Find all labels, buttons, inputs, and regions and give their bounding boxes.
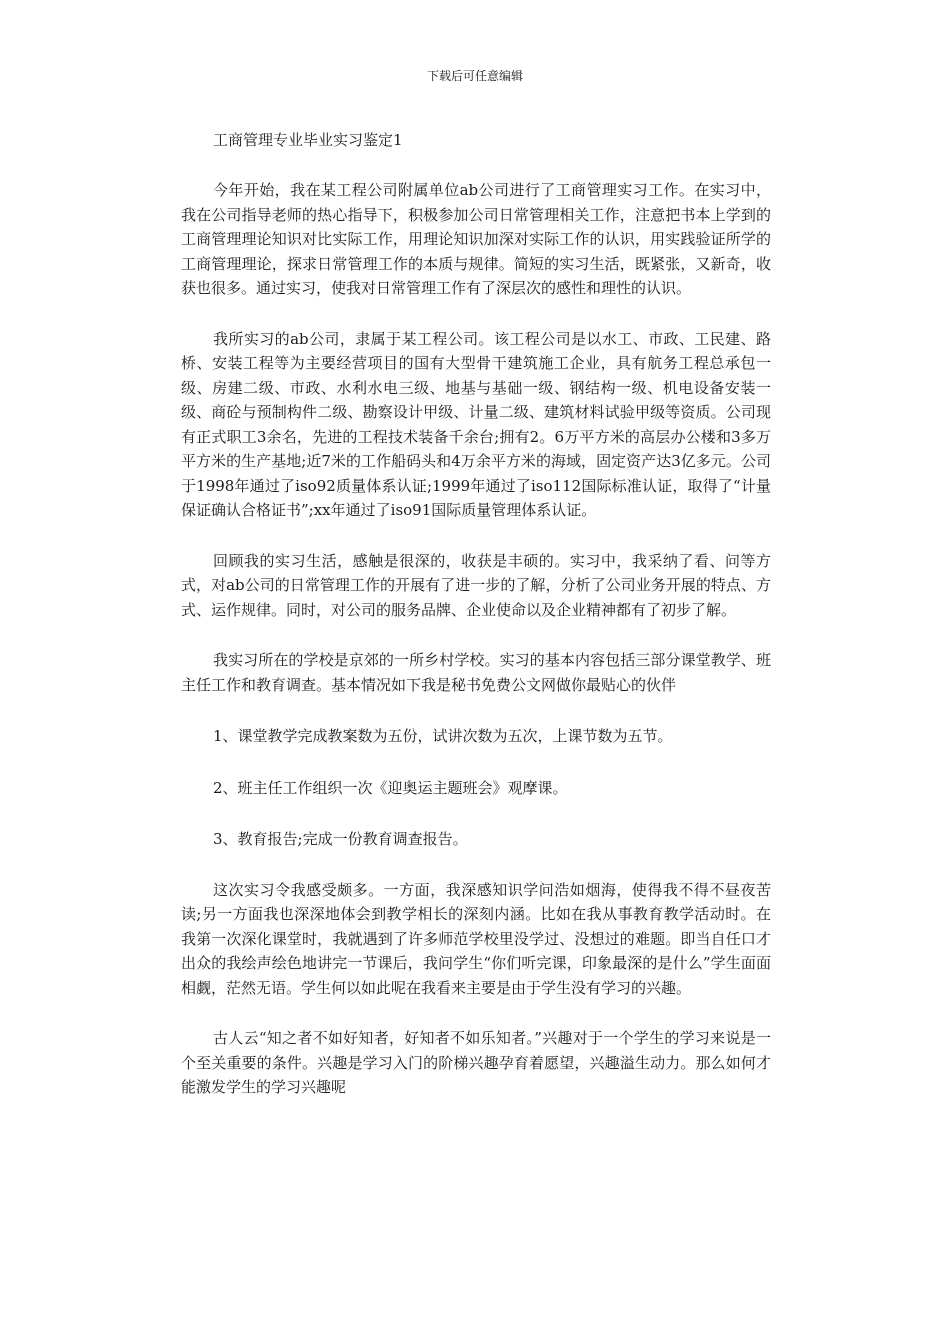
list-item-education-report: 3、教育报告;完成一份教育调查报告。 xyxy=(213,830,468,848)
header-note: 下载后可任意编辑 xyxy=(426,69,523,83)
document-body xyxy=(181,128,771,1100)
list-item-class-teacher-work: 2、班主任工作组织一次《迎奥运主题班会》观摩课。 xyxy=(213,778,568,797)
list-item-classroom-teaching: 1、课堂教学完成教案数为五份，试讲次数为五次，上课节数为五节。 xyxy=(213,727,673,745)
paragraph-reflection: 回顾我的实习生活，感触是很深的，收获是丰硕的。实习中，我采纳了看、问等方式，对ab公司的日常管理工作的开展有了进一步的了解，分析了公司业务开展的特点、方式、运作规律。同时，对公司的服务品牌、企业使命以及企业精神都有了初步了解。 xyxy=(181,551,771,619)
paragraph-internship-intro: 今年开始，我在某工程公司附属单位ab公司进行了工商管理实习工作。在实习中，我在公司指导老师的热心指导下，积极参加公司日常管理相关工作，注意把书本上学到的工商管理理论知识对比实际工作，用理论知识加深对实际工作的认识，用实践验证所学的工商管理理论，探求日常管理工作的本质与规律。简短的实习生活，既紧张，又新奇，收获也很多。通过实习，使我对日常管理工作有了深层次的感性和理性的认识。 xyxy=(181,181,771,297)
paragraph-school-intro: 我实习所在的学校是京郊的一所乡村学校。实习的基本内容包括三部分课堂教学、班主任工作和教育调查。基本情况如下我是秘书免费公文网做你最贴心的伙伴 xyxy=(181,651,771,694)
paragraph-interest: 古人云“知之者不如好知者，好知者不如乐知者。”兴趣对于一个学生的学习来说是一个至关重要的条件。兴趣是学习入门的阶梯兴趣孕育着愿望，兴趣溢生动力。那么如何才能激发学生的学习兴趣呢 xyxy=(181,1029,771,1096)
document-title: 工商管理专业毕业实习鉴定1 xyxy=(213,131,403,149)
paragraph-company-profile: 我所实习的ab公司，隶属于某工程公司。该工程公司是以水工、市政、工民建、路桥、安装工程等为主要经营项目的国有大型骨干建筑施工企业，具有航务工程总承包一级、房建二级、市政、水利水电三级、地基与基础一级、钢结构一级、机电设备安装一级、商砼与预制构件二级、勘察设计甲级、计量二级、建筑材料试验甲级等资质。公司现有正式职工3余名，先进的工程技术装备千余台;拥有2。6万平方米的高层办公楼和3多万平方米的生产基地;近7米的工作船码头和4万余平方米的海域，固定资产达3亿多元。公司于1998年通过了iso92质量体系认证;1999年通过了iso112国际标准认证，取得了“计量保证确认合格证书”;xx年通过了iso91国际质量管理体系认证。 xyxy=(181,329,771,519)
paragraph-experience: 这次实习令我感受颇多。一方面，我深感知识学问浩如烟海，使得我不得不昼夜苦读;另一方面我也深深地体会到教学相长的深刻内涵。比如在我从事教育教学活动时。在我第一次深化课堂时，我就遇到了许多师范学校里没学过、没想过的难题。即当自任口才出众的我绘声绘色地讲完一节课后，我问学生“你们听完课，印象最深的是什么”学生面面相觑，茫然无语。学生何以如此呢在我看来主要是由于学生没有学习的兴趣。 xyxy=(181,880,771,997)
